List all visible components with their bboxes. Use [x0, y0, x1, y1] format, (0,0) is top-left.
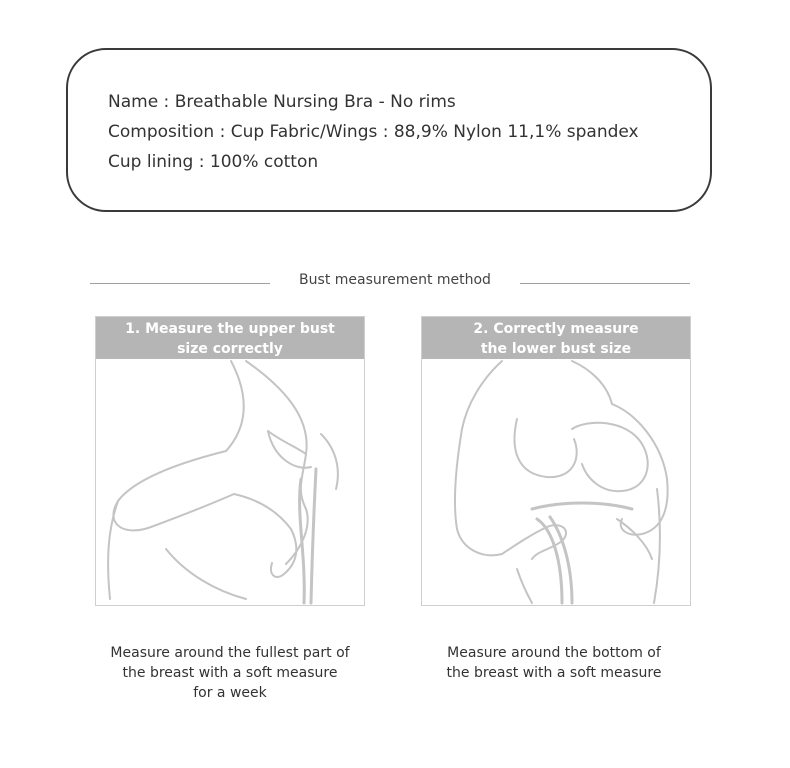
step-header: [96, 317, 364, 359]
cup-lining: Cup lining : 100% cotton: [108, 152, 319, 172]
step-header: [422, 317, 690, 359]
step-header-line: the lower bust size: [480, 341, 632, 357]
product-info-box: [66, 48, 712, 212]
caption-line: Measure around the fullest part of: [110, 645, 350, 661]
caption-line: the breast with a soft measure: [122, 665, 338, 681]
step-caption: [404, 643, 704, 683]
product-composition: Composition : Cup Fabric/Wings : 88,9% Nylon 11,1% spandex: [108, 122, 639, 142]
divider-right: [520, 283, 690, 284]
section-title: Bust measurement method: [299, 272, 491, 288]
step-header-line: 1. Measure the upper bust: [125, 321, 335, 337]
step-header-line: size correctly: [177, 341, 283, 357]
step-caption: [80, 643, 380, 703]
step-panel-upper-bust: [95, 316, 365, 606]
product-name: Name : Breathable Nursing Bra - No rims: [108, 92, 456, 112]
upper-bust-illustration: [96, 359, 364, 605]
lower-bust-illustration: [422, 359, 690, 605]
caption-line: for a week: [193, 685, 267, 701]
caption-line: the breast with a soft measure: [446, 665, 662, 681]
caption-line: Measure around the bottom of: [447, 645, 661, 661]
step-header-line: 2. Correctly measure: [473, 321, 639, 337]
step-panel-lower-bust: [421, 316, 691, 606]
